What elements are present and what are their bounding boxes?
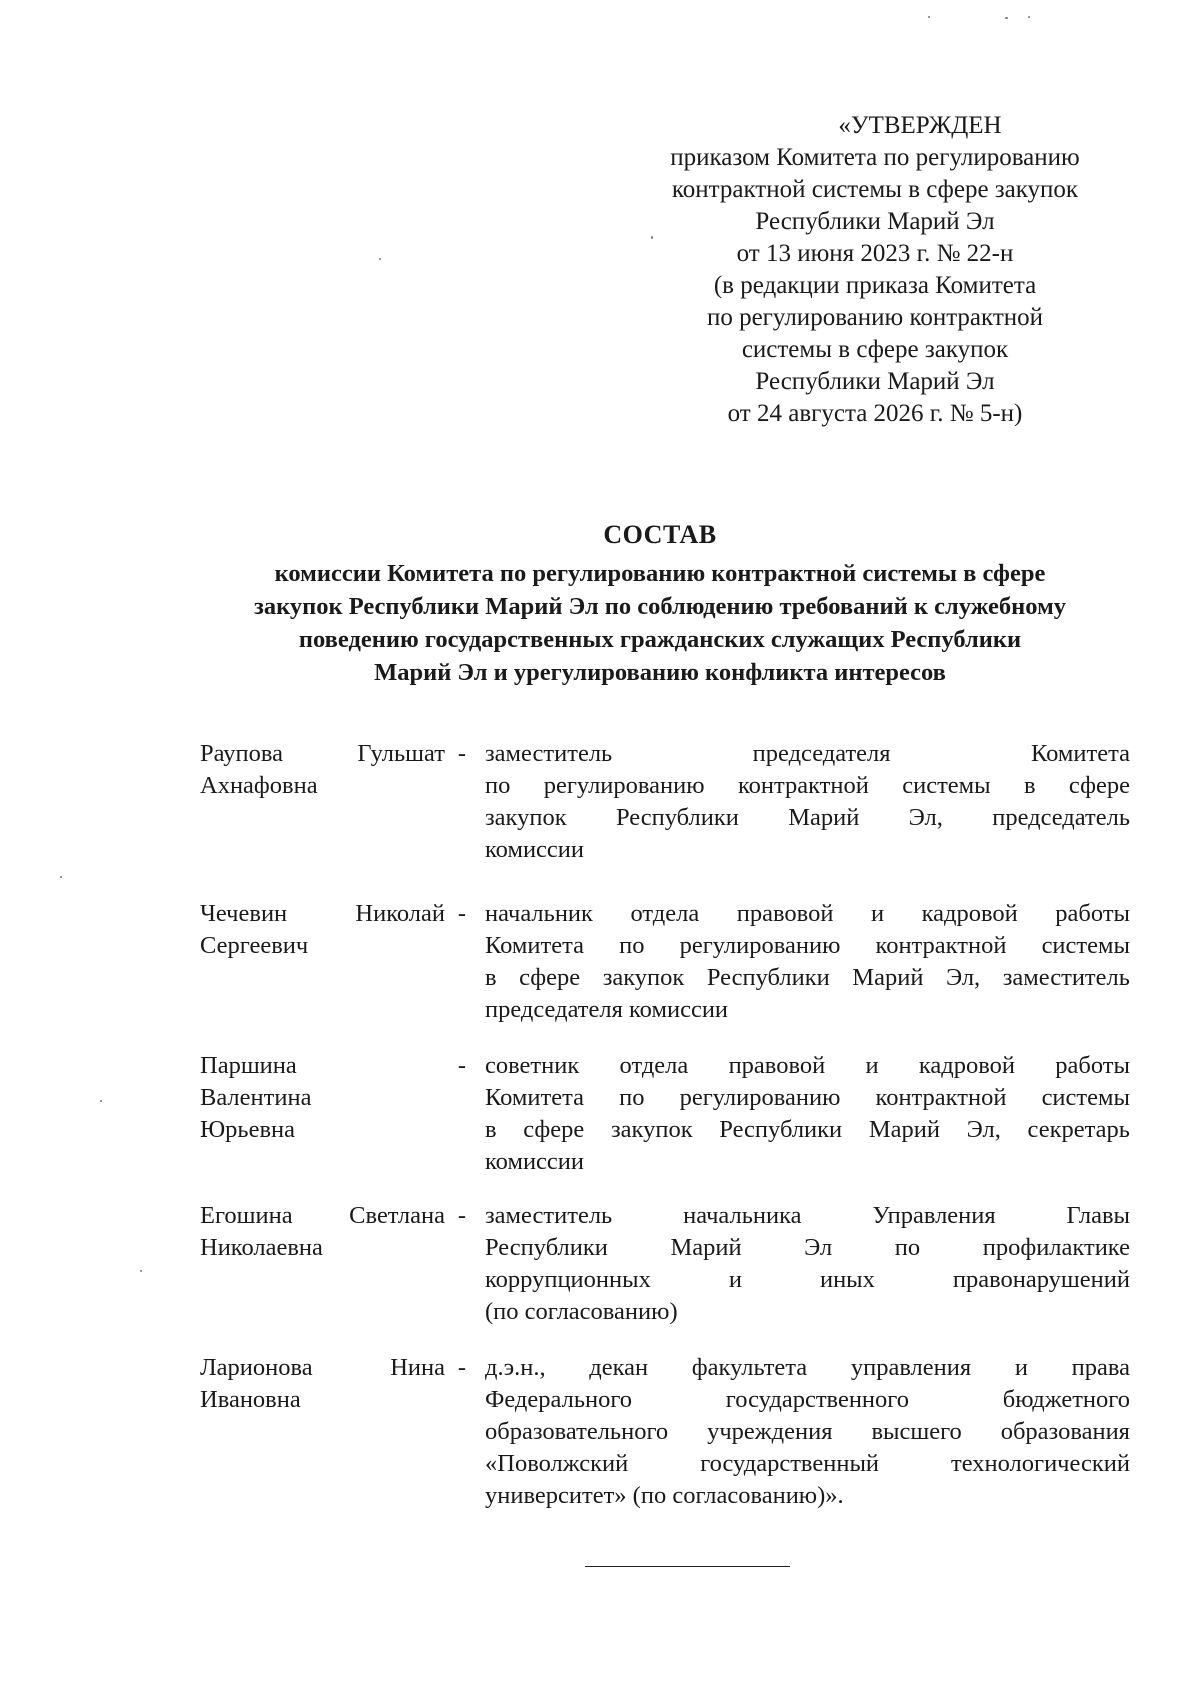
- role-word: сфере: [519, 964, 581, 991]
- role-word: системы: [1041, 932, 1130, 959]
- member-name-line: [200, 1384, 445, 1416]
- member-name: [200, 898, 445, 962]
- member-role-line: [485, 1050, 1130, 1082]
- member-name-line: [200, 898, 445, 930]
- role-word: Марий: [670, 1234, 742, 1261]
- role-word: права: [1071, 1354, 1130, 1381]
- role-word: Республики: [706, 964, 830, 991]
- member-name-line: [200, 1082, 445, 1114]
- member-role-line: [485, 1114, 1130, 1146]
- role-word: государственный: [700, 1450, 880, 1477]
- document-title: СОСТАВ: [603, 520, 717, 549]
- role-word: регулированию: [679, 1084, 841, 1111]
- role-word: образования: [1000, 1418, 1130, 1445]
- member-role-line: [485, 962, 1130, 994]
- document-subtitle: [170, 557, 1150, 689]
- name-word: Ларионова: [200, 1354, 313, 1381]
- member-role-line: [485, 738, 1130, 770]
- role-word: по: [619, 1084, 645, 1111]
- name-word: Нина: [390, 1354, 445, 1381]
- role-word: начальник: [485, 900, 593, 927]
- role-word: секретарь: [1027, 1116, 1130, 1143]
- member-role-line: [485, 930, 1130, 962]
- role-word: Эл,: [966, 1116, 1001, 1143]
- member-dash: -: [457, 1052, 467, 1079]
- member-name: [200, 1200, 445, 1264]
- name-word: Николай: [355, 900, 445, 927]
- role-word: «Поволжский: [485, 1450, 629, 1477]
- role-word: председателя: [752, 740, 891, 767]
- member-role-line: [485, 898, 1130, 930]
- name-word: Николаевна: [200, 1234, 323, 1261]
- member-role: [485, 898, 1130, 1026]
- scan-speck: [1028, 16, 1030, 18]
- member-dash: -: [457, 1202, 467, 1229]
- name-word: Паршина: [200, 1052, 297, 1079]
- name-word: Сергеевич: [200, 932, 309, 959]
- member-name: [200, 1050, 445, 1146]
- scan-speck: [1005, 17, 1008, 19]
- member-name-line: [200, 770, 445, 802]
- role-word: регулированию: [543, 772, 705, 799]
- scan-speck: [100, 1100, 102, 1102]
- subtitle-line: Марий Эл и урегулированию конфликта интересов: [374, 659, 946, 686]
- approval-block: [640, 110, 1110, 430]
- member-role-line: [485, 1264, 1130, 1296]
- approval-line: «УТВЕРЖДЕН: [838, 112, 1002, 139]
- role-word: и: [865, 1052, 879, 1079]
- role-word: контрактной: [737, 772, 869, 799]
- member-role-line: [485, 1146, 1130, 1178]
- member-dash: -: [457, 740, 467, 767]
- role-word: образовательного: [485, 1418, 669, 1445]
- name-word: Раупова: [200, 740, 283, 767]
- role-word: начальника: [683, 1202, 802, 1229]
- member-role-line: [485, 1384, 1130, 1416]
- closing-divider: [585, 1566, 790, 1567]
- role-word: контрактной: [875, 932, 1007, 959]
- approval-line: системы в сфере закупок: [741, 336, 1009, 363]
- role-word: Эл,: [945, 964, 981, 991]
- role-word: государственного: [725, 1386, 909, 1413]
- role-word: факультета: [691, 1354, 808, 1381]
- role-word: и: [728, 1266, 742, 1293]
- subtitle-line: поведению государственных гражданских служащих Республики: [298, 626, 1022, 653]
- member-role-line: [485, 994, 1130, 1026]
- approval-line: по регулированию контрактной: [706, 304, 1044, 331]
- member-role: [485, 1050, 1130, 1178]
- role-word: правонарушений: [952, 1266, 1130, 1293]
- member-role-line: [485, 1416, 1130, 1448]
- scan-speck: [928, 16, 930, 18]
- approval-line: от 13 июня 2023 г. № 22-н: [736, 240, 1014, 267]
- role-word: и: [1014, 1354, 1028, 1381]
- role-word: председателя комиссии: [485, 996, 729, 1023]
- role-word: кадровой: [921, 900, 1018, 927]
- role-word: Марий: [868, 1116, 940, 1143]
- role-word: Республики: [485, 1234, 608, 1261]
- name-word: Юрьевна: [200, 1116, 296, 1143]
- role-word: Республики: [719, 1116, 843, 1143]
- approval-line: приказом Комитета по регулированию: [670, 144, 1080, 171]
- role-word: Комитета: [485, 932, 584, 959]
- role-word: Марий: [788, 804, 860, 831]
- role-word: правовой: [736, 900, 834, 927]
- name-word: Ивановна: [200, 1386, 301, 1413]
- role-word: Комитета: [1031, 740, 1130, 767]
- role-word: Комитета: [485, 1084, 584, 1111]
- role-word: Главы: [1066, 1202, 1130, 1229]
- role-word: Эл,: [908, 804, 943, 831]
- role-word: по: [485, 772, 511, 799]
- role-word: профилактике: [982, 1234, 1130, 1261]
- role-word: заместитель: [1002, 964, 1130, 991]
- role-word: сфере: [1068, 772, 1130, 799]
- scan-speck: [651, 236, 653, 239]
- member-role-line: [485, 1480, 1130, 1512]
- member-name-line: [200, 1050, 445, 1082]
- role-word: отдела: [619, 1052, 689, 1079]
- role-word: коррупционных: [485, 1266, 651, 1293]
- role-word: отдела: [630, 900, 700, 927]
- role-word: работы: [1055, 1052, 1130, 1079]
- role-word: сфере: [523, 1116, 585, 1143]
- subtitle-line: комиссии Комитета по регулированию контрактной системы в сфере: [274, 560, 1046, 587]
- role-word: декан: [589, 1354, 649, 1381]
- role-word: учреждения: [707, 1418, 833, 1445]
- role-word: комиссии: [485, 836, 585, 863]
- role-word: по: [619, 932, 645, 959]
- role-word: Марий: [852, 964, 924, 991]
- member-name-line: [200, 1114, 445, 1146]
- scan-speck: [60, 876, 62, 878]
- role-word: по: [894, 1234, 921, 1261]
- role-word: Управления: [872, 1202, 996, 1229]
- member-role-line: [485, 1352, 1130, 1384]
- role-word: высшего: [871, 1418, 962, 1445]
- member-name-line: [200, 1232, 445, 1264]
- member-role: [485, 738, 1130, 866]
- approval-line: Республики Марий Эл: [755, 368, 995, 395]
- role-word: контрактной: [875, 1084, 1007, 1111]
- role-word: комиссии: [485, 1148, 585, 1175]
- role-word: закупок: [602, 964, 685, 991]
- role-word: бюджетного: [1002, 1386, 1130, 1413]
- role-word: работы: [1055, 900, 1130, 927]
- role-word: закупок: [485, 804, 567, 831]
- role-word: Эл: [804, 1234, 833, 1261]
- role-word: закупок: [610, 1116, 693, 1143]
- member-name-line: [200, 930, 445, 962]
- member-role-line: [485, 802, 1130, 834]
- role-word: советник: [485, 1052, 580, 1079]
- role-word: иных: [819, 1266, 875, 1293]
- name-word: Егошина: [200, 1202, 293, 1229]
- scan-speck: [379, 258, 381, 260]
- member-role-line: [485, 1232, 1130, 1264]
- name-word: Светлана: [349, 1202, 445, 1229]
- role-word: и: [870, 900, 885, 927]
- role-word: в: [485, 1116, 497, 1143]
- member-role-line: [485, 770, 1130, 802]
- role-word: в: [1023, 772, 1036, 799]
- role-word: заместитель: [485, 740, 613, 767]
- role-word: правовой: [728, 1052, 826, 1079]
- approval-line: Республики Марий Эл: [755, 208, 995, 235]
- role-word: технологический: [951, 1450, 1130, 1477]
- role-word: д.э.н.,: [485, 1354, 546, 1381]
- role-word: (по согласованию): [485, 1298, 678, 1325]
- member-name-line: [200, 738, 445, 770]
- role-word: регулированию: [679, 932, 841, 959]
- subtitle-line: закупок Республики Марий Эл по соблюдению требований к служебному: [253, 593, 1067, 620]
- member-role: [485, 1200, 1130, 1328]
- role-word: системы: [902, 772, 991, 799]
- role-word: председатель: [992, 804, 1130, 831]
- role-word: системы: [1041, 1084, 1130, 1111]
- role-word: Федерального: [485, 1386, 633, 1413]
- approval-line: (в редакции приказа Комитета: [713, 272, 1037, 299]
- approval-line: контрактной системы в сфере закупок: [671, 176, 1079, 203]
- name-word: Ахнафовна: [200, 772, 318, 799]
- approval-line: от 24 августа 2026 г. № 5-н): [727, 400, 1023, 427]
- role-word: в: [485, 964, 497, 991]
- member-dash: -: [457, 900, 467, 927]
- name-word: Валентина: [200, 1084, 312, 1111]
- role-word: управления: [850, 1354, 972, 1381]
- member-dash: -: [457, 1354, 467, 1381]
- name-word: Чечевин: [200, 900, 288, 927]
- member-name-line: [200, 1200, 445, 1232]
- name-word: Гульшат: [357, 740, 445, 767]
- role-word: кадровой: [918, 1052, 1016, 1079]
- role-word: заместитель: [485, 1202, 613, 1229]
- member-role: [485, 1352, 1130, 1512]
- member-name: [200, 738, 445, 802]
- member-role-line: [485, 1082, 1130, 1114]
- role-word: университет» (по согласованию)».: [485, 1482, 844, 1509]
- member-role-line: [485, 1200, 1130, 1232]
- member-role-line: [485, 1296, 1130, 1328]
- scan-speck: [140, 1270, 142, 1272]
- member-name: [200, 1352, 445, 1416]
- role-word: Республики: [615, 804, 739, 831]
- member-role-line: [485, 1448, 1130, 1480]
- member-role-line: [485, 834, 1130, 866]
- member-name-line: [200, 1352, 445, 1384]
